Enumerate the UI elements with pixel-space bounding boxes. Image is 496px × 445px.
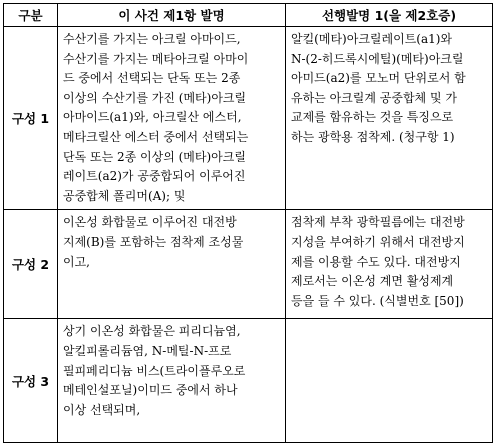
table-row <box>4 319 493 443</box>
prior-art-cell <box>286 319 493 443</box>
row-label: 구성 1 <box>4 27 58 210</box>
table-header-row <box>4 4 493 27</box>
invention-cell: 수산기를 가지는 아크릴 아마이드, 수산기를 가지는 메타아크릴 아마이 드 중에서 선택되는 단독 또는 2종 이상의 수산기를 가진 (메타)아크릴 아마이드(a1)와, 아크릴산 에스터, 메타크릴산 에스터 중에서 선택되는 단독 또는 2종 이상의 (메타)아크릴 레이트(a2)가 공중합되어 이루어진 공중합체 폴리머(A); 및 <box>58 27 286 210</box>
invention-cell: 이온성 화합물로 이루어진 대전방 지제(B)를 포함하는 점착제 조성물 이고, <box>58 210 286 319</box>
header-prior-art: 선행발명 1(을 제2호증) <box>286 4 493 27</box>
comparison-table <box>3 3 493 443</box>
header-invention: 이 사건 제1항 발명 <box>58 4 286 27</box>
row-label: 구성 3 <box>4 319 58 443</box>
table-row <box>4 210 493 319</box>
table-row <box>4 27 493 210</box>
comparison-table-container <box>3 3 492 440</box>
prior-art-cell: 점착제 부착 광학필름에는 대전방 지성을 부여하기 위해서 대전방지 제를 이용할 수도 있다. 대전방지 제로서는 이온성 계면 활성제계 등을 들 수 있다. (식별번호 [50]) <box>286 210 493 319</box>
prior-art-cell: 알킬(메타)아크릴레이트(a1)와 N-(2-히드록시에틸)(메타)아크릴 아미드(a2)를 모노머 단위로서 함 유하는 아크릴계 공중합체 및 가 교제를 함유하는 것을 특징으로 하는 광학용 점착제. (청구항 1) <box>286 27 493 210</box>
row-label: 구성 2 <box>4 210 58 319</box>
invention-cell: 상기 이온성 화합물은 피리디늄염, 알킬피롤리듐염, N-메틸-N-프로 필피페리디늄 비스(트라이플루오로 메테인설포닐)이미드 중에서 하나 이상 선택되며, <box>58 319 286 443</box>
header-category: 구분 <box>4 4 58 27</box>
